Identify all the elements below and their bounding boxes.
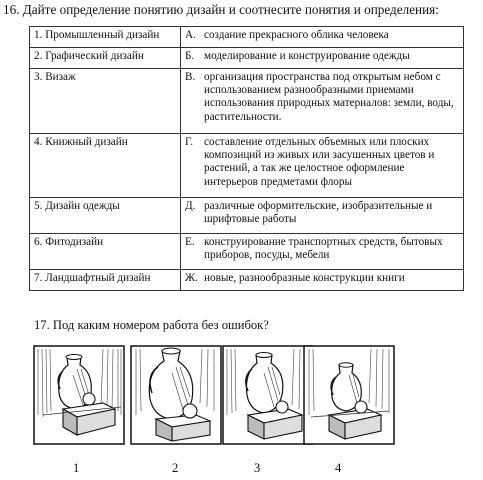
definition-cell: [181, 198, 464, 234]
definition-letter: Г.: [185, 136, 194, 148]
drawing-number-1: 1: [73, 461, 80, 475]
term-cell: 3. Визаж: [30, 69, 181, 134]
definition-letter: Д.: [185, 200, 196, 212]
definition-letter: А.: [185, 29, 196, 41]
definition-cell: [181, 27, 464, 48]
term-cell: 4. Книжный дизайн: [30, 134, 181, 198]
definition-letter: В.: [185, 71, 196, 83]
term-cell: 7. Ландшафтный дизайн: [30, 270, 181, 291]
definition-text: составление отдельных объемных или плоских композиций из живых или засушенных цветов и растений, а так же целостное оформление интерьеров предметами флоры: [204, 136, 435, 188]
drawing-number-2: 2: [172, 461, 179, 475]
definition-text: конструирование транспортных средств, бытовых приборов, посуды, мебели: [204, 236, 443, 262]
term-cell: 2. Графический дизайн: [30, 48, 181, 69]
still-life-drawing-4: [303, 345, 395, 445]
definition-text: организация пространства под открытым небом с использованием разнообразными приемами использования природных материалов: земли, воды, растительности.: [204, 71, 454, 123]
definition-cell: [181, 69, 464, 134]
drawings-row: [33, 345, 473, 445]
still-life-drawing-3: [222, 345, 314, 445]
table-row: [30, 270, 464, 291]
still-life-drawing-2: [130, 345, 222, 445]
table-row: [30, 27, 464, 48]
still-life-drawing-1: [33, 345, 125, 445]
definition-cell: [181, 234, 464, 270]
table-row: [30, 134, 464, 198]
definition-text: моделирование и конструирование одежды: [204, 50, 410, 62]
drawing-number-4: 4: [335, 461, 342, 475]
term-cell: 1. Промышленный дизайн: [30, 27, 181, 48]
definition-cell: [181, 270, 464, 291]
question-17-text: 17. Под каким номером работа без ошибок?: [34, 318, 269, 332]
matching-table: [29, 26, 464, 291]
definition-text: создание прекрасного облика человека: [204, 29, 389, 41]
table-row: [30, 198, 464, 234]
table-row: [30, 234, 464, 270]
definition-text: различные оформительские, изобразительные и шрифтовые работы: [204, 200, 433, 226]
definition-cell: [181, 134, 464, 198]
definition-letter: Б.: [185, 50, 195, 62]
definition-letter: Е.: [185, 236, 195, 248]
drawing-number-3: 3: [254, 461, 261, 475]
definition-letter: Ж.: [185, 272, 198, 284]
definition-text: новые, разнообразные конструкции книги: [204, 272, 405, 284]
term-cell: 6. Фитодизайн: [30, 234, 181, 270]
table-row: [30, 69, 464, 134]
question-16-text: 16. Дайте определение понятию дизайн и соотнесите понятия и определения:: [3, 2, 439, 17]
table-row: [30, 48, 464, 69]
term-cell: 5. Дизайн одежды: [30, 198, 181, 234]
definition-cell: [181, 48, 464, 69]
